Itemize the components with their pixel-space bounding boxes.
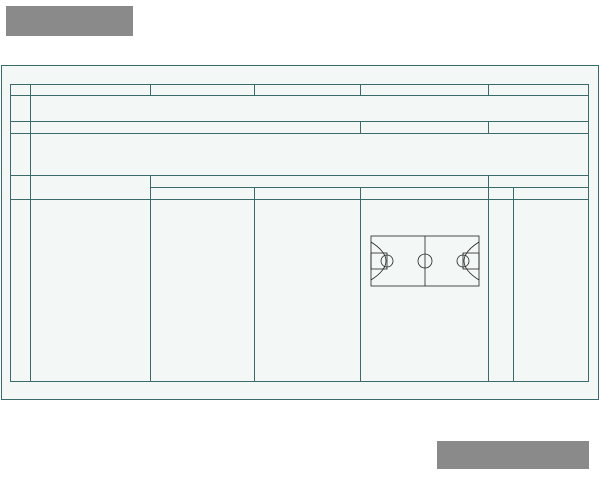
goals-row [11, 134, 589, 176]
form-cell [361, 200, 489, 382]
key-row [11, 122, 589, 134]
lesson-label [361, 85, 489, 96]
court-svg [361, 201, 489, 363]
grade-row [11, 85, 589, 96]
time-values [514, 200, 589, 382]
student-activities [255, 200, 361, 382]
content-value [31, 96, 589, 122]
part-cell [11, 200, 31, 382]
header-row-1 [11, 176, 589, 188]
grade-label [11, 85, 31, 96]
warmup-row [11, 200, 589, 382]
content-list [31, 200, 151, 382]
difficulty-value [489, 122, 589, 134]
grade-value [31, 85, 151, 96]
court-diagram [361, 201, 488, 363]
left-three-point-arc [371, 242, 386, 280]
time-header [514, 188, 589, 200]
goals-label [11, 134, 31, 176]
watermark-top [6, 6, 133, 36]
difficulty-label [361, 122, 489, 134]
teacher-activities [151, 200, 255, 382]
student-header [255, 188, 361, 200]
times-header [489, 188, 514, 200]
basketball-court [371, 236, 479, 286]
times-value [489, 200, 514, 382]
form-header [361, 188, 489, 200]
content-row [11, 96, 589, 122]
org-header [151, 176, 489, 188]
lesson-value [489, 85, 589, 96]
content-header [31, 176, 151, 200]
teacher-header [151, 188, 255, 200]
right-three-point-arc [464, 242, 479, 280]
content-label [11, 96, 31, 122]
key-value [31, 122, 361, 134]
goals-list [31, 134, 589, 176]
key-label [11, 122, 31, 134]
practice-header [489, 176, 589, 188]
lesson-plan-table [10, 84, 589, 382]
part-header [11, 176, 31, 200]
target-label [151, 85, 255, 96]
watermark-bottom [437, 441, 589, 469]
target-value [255, 85, 361, 96]
